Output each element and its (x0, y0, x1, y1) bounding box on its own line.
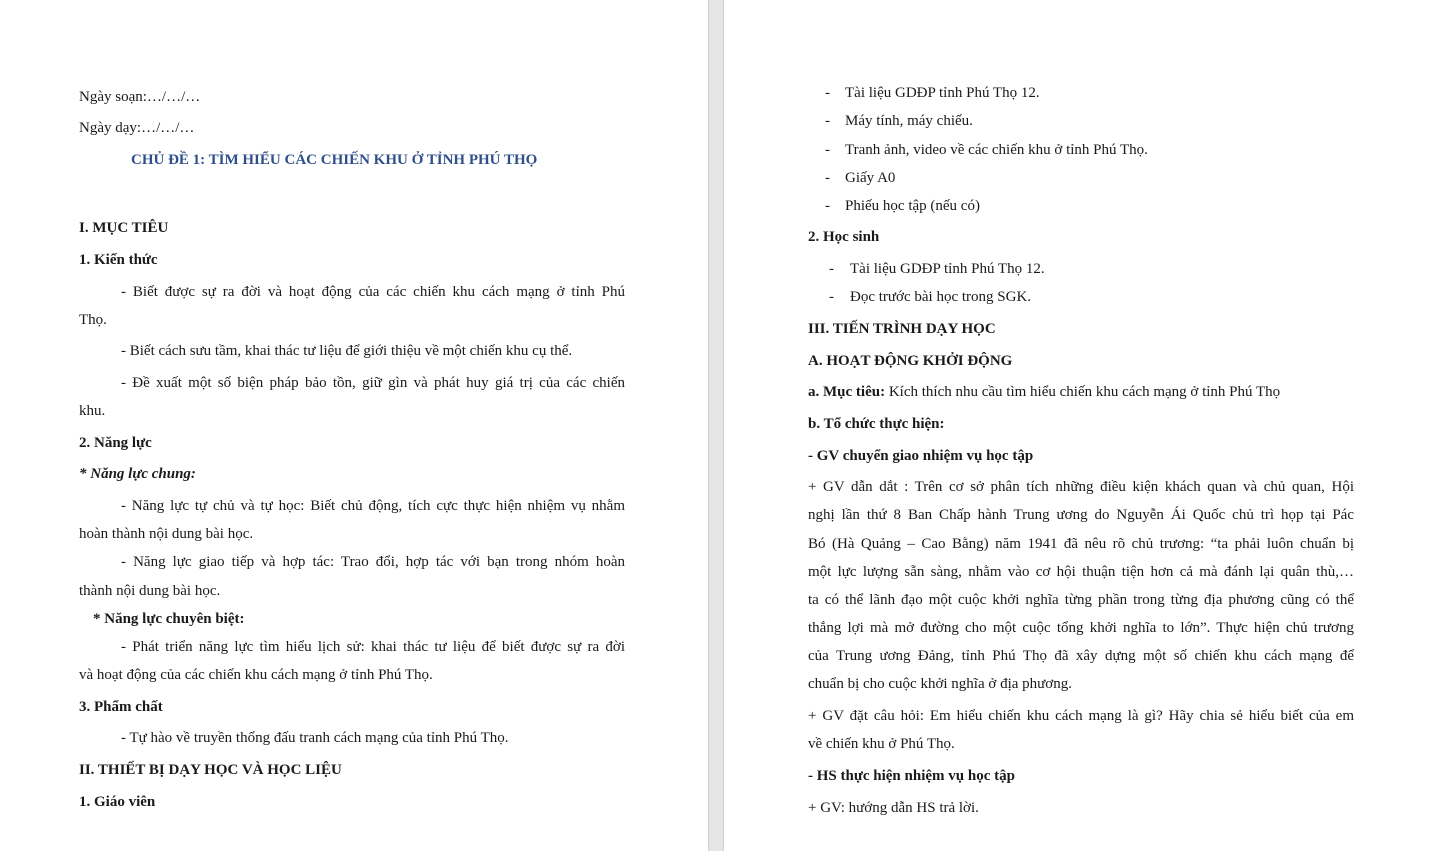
section-heading-warmup: A. HOẠT ĐỘNG KHỞI ĐỘNG (808, 353, 1013, 369)
paragraph-line: thắng lợi mà mở đường cho một cuộc tổng khởi nghĩa to lớn”. Thực hiện chủ trương (808, 620, 1354, 636)
bullet-dash: - (829, 289, 834, 305)
competency-item-2-cont: thành nội dung bài học. (79, 583, 221, 599)
student-material-item: Tài liệu GDĐP tỉnh Phú Thọ 12. (850, 261, 1045, 277)
knowledge-item-3-cont: khu. (79, 403, 106, 419)
document-title: CHỦ ĐỀ 1: TÌM HIỂU CÁC CHIẾN KHU Ở TỈNH PHÚ THỌ (131, 152, 538, 168)
teacher-material-item: Phiếu học tập (nếu có) (845, 198, 980, 214)
student-task-heading: - HS thực hiện nhiệm vụ học tập (808, 768, 1015, 784)
quality-item-1: - Tự hào về truyền thống đấu tranh cách mạng của tỉnh Phú Thọ. (121, 730, 509, 746)
specific-competency-label: * Năng lực chuyên biệt: (93, 611, 245, 627)
subheading-students: 2. Học sinh (808, 229, 880, 245)
bullet-dash: - (825, 170, 830, 186)
subheading-qualities: 3. Phẩm chất (79, 699, 163, 715)
subheading-competency: 2. Năng lực (79, 435, 152, 451)
section-heading-objectives: I. MỤC TIÊU (79, 220, 169, 236)
objective-line (808, 382, 1280, 402)
date-taught: Ngày dạy:…/…/… (79, 120, 195, 136)
paragraph-line: + GV dẫn dắt : Trên cơ sở phân tích những điều kiện khách quan và chủ quan, Hội (808, 479, 1354, 495)
paragraph-line: Bó (Hà Quảng – Cao Bằng) năm 1941 đã nêu rõ chủ trương: “ta phải luôn chuẩn bị (808, 536, 1354, 552)
competency-item-2: - Năng lực giao tiếp và hợp tác: Trao đổi, hợp tác với bạn trong nhóm hoàn (121, 554, 625, 570)
teacher-material-item: Tranh ảnh, video về các chiến khu ở tỉnh Phú Thọ. (845, 142, 1148, 158)
teacher-material-item: Tài liệu GDĐP tỉnh Phú Thọ 12. (845, 85, 1040, 101)
subheading-knowledge: 1. Kiến thức (79, 252, 158, 268)
bullet-dash: - (829, 261, 834, 277)
paragraph-line: một lực lượng sẵn sàng, nhằm vào cơ hội thuận tiện hơn cả mà đánh lại quân thù,… (808, 564, 1354, 580)
date-prepared: Ngày soạn:…/…/… (79, 89, 201, 105)
competency-item-3: - Phát triển năng lực tìm hiểu lịch sử: khai thác tư liệu để biết được sự ra đời (121, 639, 625, 655)
knowledge-item-1: - Biết được sự ra đời và hoạt động của các chiến khu cách mạng ở tỉnh Phú (121, 284, 625, 300)
organization-label: b. Tổ chức thực hiện: (808, 416, 945, 432)
knowledge-item-1-cont: Thọ. (79, 312, 107, 328)
bullet-dash: - (825, 198, 830, 214)
teacher-material-item: Giấy A0 (845, 170, 896, 186)
question-line: + GV đặt câu hỏi: Em hiểu chiến khu cách mạng là gì? Hãy chia sẻ hiểu biết của em (808, 708, 1354, 724)
paragraph-line: nghị lần thứ 8 Ban Chấp hành Trung ương do Nguyễn Ái Quốc chủ trì họp tại Pác (808, 507, 1354, 523)
document-page-right (724, 0, 1434, 851)
competency-item-3-cont: và hoạt động của các chiến khu cách mạng ở tỉnh Phú Thọ. (79, 667, 433, 683)
question-line-cont: về chiến khu ở Phú Thọ. (808, 736, 955, 752)
teacher-guidance-line: + GV: hướng dẫn HS trả lời. (808, 800, 979, 816)
objective-text: Kích thích nhu cầu tìm hiểu chiến khu cách mạng ở tỉnh Phú Thọ (885, 384, 1281, 400)
paragraph-line: chuẩn bị cho cuộc khởi nghĩa ở địa phương. (808, 676, 1072, 692)
objective-label: a. Mục tiêu: (808, 384, 886, 400)
paragraph-line: của Trung ương Đảng, tỉnh Phú Thọ đã xây dựng một số chiến khu cách mạng để (808, 648, 1354, 664)
student-material-item: Đọc trước bài học trong SGK. (850, 289, 1032, 305)
knowledge-item-3: - Đề xuất một số biện pháp bảo tồn, giữ gìn và phát huy giá trị của các chiến (121, 375, 625, 391)
paragraph-line: ta có thể lãnh đạo một cuộc khởi nghĩa từng phần trong từng địa phương cũng có thể (808, 592, 1354, 608)
subheading-teacher: 1. Giáo viên (79, 794, 156, 810)
section-heading-equipment: II. THIẾT BỊ DẠY HỌC VÀ HỌC LIỆU (79, 762, 342, 778)
knowledge-item-2: - Biết cách sưu tầm, khai thác tư liệu để giới thiệu về một chiến khu cụ thể. (121, 343, 573, 359)
competency-item-1: - Năng lực tự chủ và tự học: Biết chủ động, tích cực thực hiện nhiệm vụ nhằm (121, 498, 625, 514)
bullet-dash: - (825, 85, 830, 101)
page-gap (708, 0, 724, 851)
competency-item-1-cont: hoàn thành nội dung bài học. (79, 526, 254, 542)
bullet-dash: - (825, 113, 830, 129)
document-page-left (0, 0, 708, 851)
section-heading-process: III. TIẾN TRÌNH DẠY HỌC (808, 321, 996, 337)
teacher-material-item: Máy tính, máy chiếu. (845, 113, 973, 129)
general-competency-label: * Năng lực chung: (79, 466, 196, 482)
task-assignment-heading: - GV chuyển giao nhiệm vụ học tập (808, 448, 1034, 464)
bullet-dash: - (825, 142, 830, 158)
